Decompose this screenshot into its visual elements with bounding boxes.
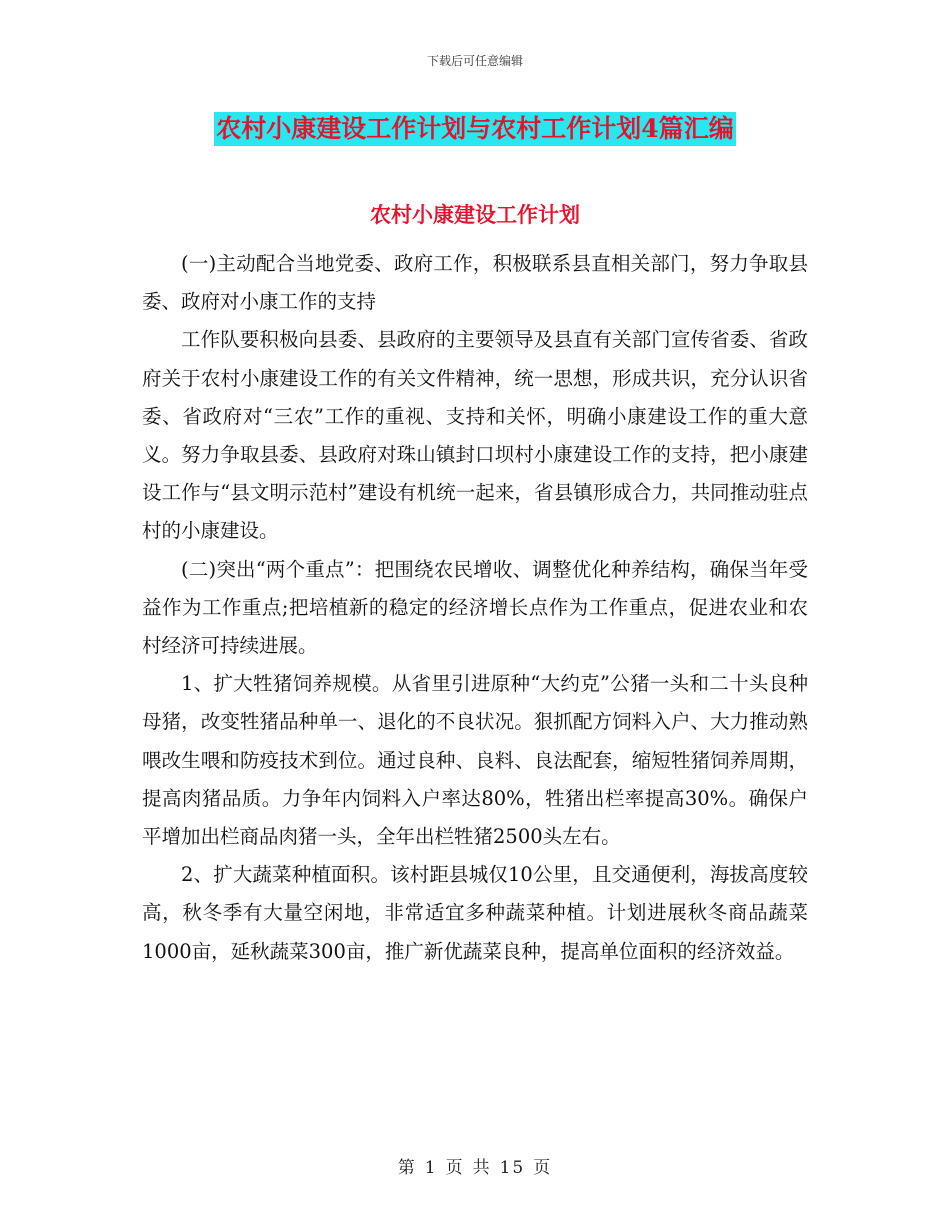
page-current: 1 [424,1158,438,1178]
main-title-wrapper [0,112,950,146]
page-footer [0,1153,950,1178]
paragraph: 2、扩大蔬菜种植面积。该村距县城仅10公里，且交通便利，海拔高度较高，秋冬季有大量空闲地，非常适宜多种蔬菜种植。计划进展秋冬商品蔬菜1000亩，延秋蔬菜300亩，推广新优蔬菜良种，提高单位面积的经济效益。 [142,863,808,963]
paragraph: 工作队要积极向县委、县政府的主要领导及县直有关部门宣传省委、省政府关于农村小康建设工作的有关文件精神，统一思想，形成共识，充分认识省委、省政府对“三农”工作的重视、支持和关怀，明确小康建设工作的重大意义。努力争取县委、县政府对珠山镇封口坝村小康建设工作的支持，把小康建设工作与“县文明示范村”建设有机统一起来，省县镇形成合力，共同推动驻点村的小康建设。 [142,328,808,543]
page-label-pre: 第 [397,1158,417,1178]
page-total: 15 [499,1158,526,1178]
document-main-title: 农村小康建设工作计划与农村工作计划4篇汇编 [214,112,735,146]
paragraph: 1、扩大牲猪饲养规模。从省里引进原种“大约克”公猪一头和二十头良种母猪，改变牲猪品种单一、退化的不良状况。狠抓配方饲料入户、大力推动熟喂改生喂和防疫技术到位。通过良种、良料、良法配套，缩短牲猪饲养周期，提高肉猪品质。力争年内饲料入户率达80%，牲猪出栏率提高30%。确保户平增加出栏商品肉猪一头，全年出栏牲猪2500头左右。 [142,672,808,849]
page-label-post: 页 [533,1158,553,1178]
page-label-mid: 页 [445,1158,465,1178]
paragraph: (一)主动配合当地党委、政府工作，积极联系县直相关部门，努力争取县委、政府对小康工作的支持 [142,252,808,314]
section-title: 农村小康建设工作计划 [370,202,580,227]
document-body [142,245,808,971]
page-label-total-pre: 共 [472,1158,492,1178]
paragraph: (二)突出“两个重点”：把围绕农民增收、调整优化种养结构，确保当年受益作为工作重点;把培植新的稳定的经济增长点作为工作重点，促进农业和农村经济可持续进展。 [142,557,808,658]
header-note: 下载后可任意编辑 [426,54,523,68]
